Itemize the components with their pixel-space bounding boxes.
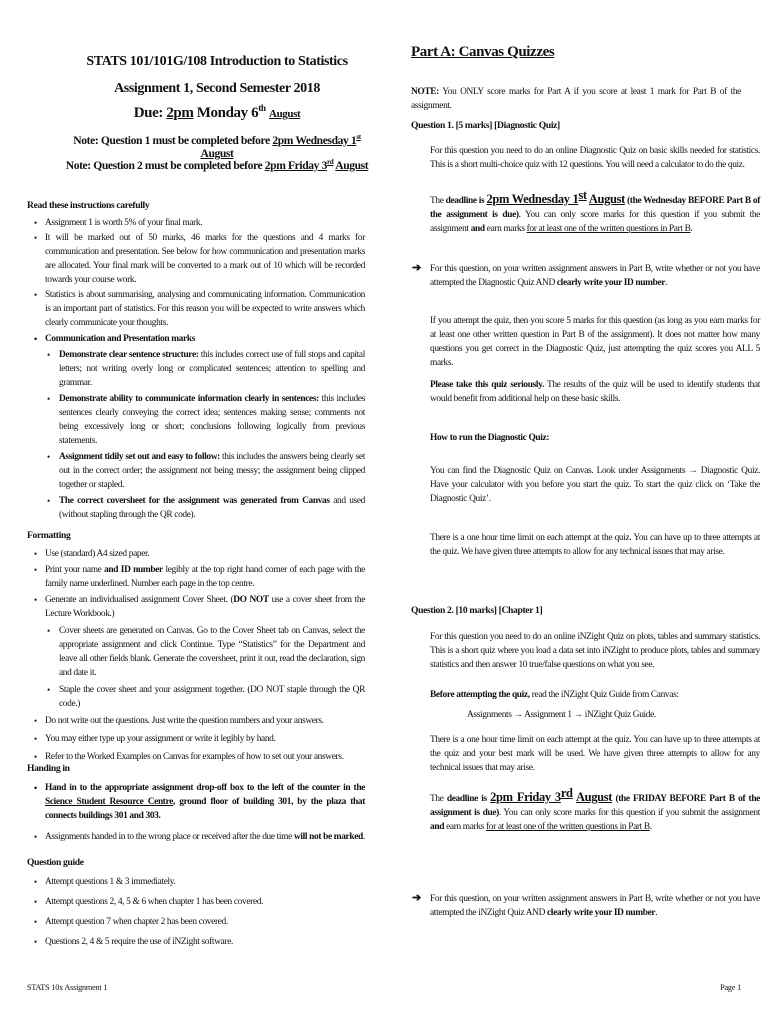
q1-deadline: The deadline is 2pm Wednesday 1st August (the Wednesday BEFORE Part B of the assignment is due). You can only score marks for this question if you submit the assignment and earn marks for at least one of the written questions in Part B.: [430, 187, 760, 234]
question-2-heading: Question 2. [10 marks] [Chapter 1]: [411, 605, 543, 616]
q1-seriously: Please take this quiz seriously. The results of the quiz will be used to identify students that would benefit from additional help on these basic skills.: [430, 380, 761, 404]
q1-scoring: If you attempt the quiz, then you score 5 marks for this question (as long as you earn marks for at least one other written question in Part B of the assignment). It does not matter how many questions you get correct in the Diagnostic Quiz, just attempting the quiz scores you ALL 5 marks.: [430, 316, 760, 368]
list-item: • Refer to the Worked Examples on Canvas for examples of how to set out your answers.: [27, 750, 365, 764]
list-item: • Use (standard) A4 sized paper.: [27, 547, 365, 561]
section-heading: Read these instructions carefully: [27, 200, 150, 211]
note-question-1: Note: Question 1 must be completed before 2pm Wednesday 1st August: [73, 133, 361, 160]
list-item: • Assignment 1 is worth 5% of your final mark.: [27, 216, 365, 230]
list-item: • Demonstrate ability to communicate information clearly in sentences: this includes sentences clearly conveying the correct idea; sentences making sense; comments not being excessively long or short; conclusions following logically from previous statements.: [27, 392, 365, 448]
q1-how-to-run: How to run the Diagnostic Quiz:: [430, 433, 550, 443]
note-question-2: Note: Question 2 must be completed before 2pm Friday 3rd August: [65, 158, 369, 172]
q2-guide-path: Assignments → Assignment 1 → iNZight Quiz Guide.: [467, 710, 656, 720]
arrow-icon: ➔: [412, 892, 421, 904]
instructions-section: [27, 199, 365, 522]
q2-intro: For this question you need to do an online iNZight Quiz on plots, tables and summary statistics. This is a short quiz where you load a data set into iNZight to produce plots, tables and summary statistics and then answer 10 true/false questions on what you see.: [430, 632, 760, 670]
list-item: • Attempt questions 2, 4, 5 & 6 when chapter 1 has been covered.: [27, 895, 365, 909]
formatting-section: [27, 529, 365, 764]
list-item: • The correct coversheet for the assignment was generated from Canvas and used (without stapling through the QR code).: [27, 494, 365, 522]
assignment-title: Assignment 1, Second Semester 2018: [114, 81, 320, 96]
list-item: • Communication and Presentation marks: [27, 332, 365, 346]
q1-find-quiz: You can find the Diagnostic Quiz on Canvas. Look under Assignments → Diagnostic Quiz. Have your calculator with you before you start the quiz. To start the quiz click on ‘Take the Diagnostic Quiz’.: [430, 466, 760, 504]
part-a-note: NOTE: You ONLY score marks for Part A if you score at least 1 mark for Part B of the assignment.: [411, 87, 741, 111]
q2-deadline: The deadline is 2pm Friday 3rd August (the FRIDAY BEFORE Part B of the assignment is due). You can only score marks for this question if you submit the assignment and earn marks for at least one of the written questions in Part B.: [430, 785, 760, 832]
list-item: • You may either type up your assignment or write it legibly by hand.: [27, 732, 365, 746]
list-item: • Attempt questions 1 & 3 immediately.: [27, 875, 365, 889]
list-item: • Statistics is about summarising, analysing and communicating information. Communication is an important part of statistics. For this reason you will be expected to write answers which clearly communicate your thoughts.: [27, 288, 365, 330]
due-date: Due: 2pm Monday 6th August: [133, 104, 301, 121]
section-heading: Question guide: [27, 857, 84, 868]
course-title: STATS 101/101G/108 Introduction to Statistics: [86, 54, 348, 69]
q2-time-limit: There is a one hour time limit on each attempt at the quiz. You can have up to three attempts at the quiz and your best mark will be used. We have given three attempts to allow for any technical issues that may arise.: [430, 735, 760, 773]
list-item: • Staple the cover sheet and your assignment together. (DO NOT staple through the QR code.): [27, 683, 365, 711]
section-heading: Formatting: [27, 530, 71, 541]
footer-page-number: Page 1: [720, 983, 741, 992]
section-heading: Handing in: [27, 763, 70, 774]
list-item: • Assignment tidily set out and easy to follow: this includes the answers being clearly set out in the correct order; the assignment not being messy; the assignment being clipped together or stapled.: [27, 450, 365, 492]
list-item: • Do not write out the questions. Just write the question numbers and your answers.: [27, 714, 365, 728]
list-item: • It will be marked out of 50 marks, 46 marks for the questions and 4 marks for communication and presentation. See below for how communication and presentation marks are allocated. Your final mark will be converted to a mark out of 10 which will be recorded towards your course work.: [27, 231, 365, 287]
list-item: • Print your name and ID number legibly at the top right hand corner of each page with the family name underlined. Number each page in the top centre.: [27, 563, 365, 591]
right-column: [411, 0, 761, 918]
q1-id-instruction: ➔ For this question, on your written assignment answers in Part B, write whether or not you have attempted the Diagnostic Quiz AND clearly write your ID number.: [412, 262, 760, 288]
list-item: • Demonstrate clear sentence structure: this includes correct use of full stops and capital letters; not writing overly long or complicated sentences; attention to spelling and grammar.: [27, 348, 365, 390]
list-item: • Hand in to the appropriate assignment drop-off box to the left of the counter in the Science Student Resource Centre, ground floor of building 301, by the plaza that connects buildings 301 and 303.: [27, 781, 365, 823]
question-1-heading: Question 1. [5 marks] [Diagnostic Quiz]: [411, 120, 560, 131]
q1-intro: For this question you need to do an online Diagnostic Quiz on basic skills needed for statistics. This is a short multi-choice quiz with 12 questions. You will need a calculator to do the quiz.: [430, 146, 760, 170]
handing-in-section: [27, 762, 365, 844]
list-item: • Attempt question 7 when chapter 2 has been covered.: [27, 915, 365, 929]
list-item: • Cover sheets are generated on Canvas. Go to the Cover Sheet tab on Canvas, select the appropriate assignment and click Continue. Type “Statistics” for the Department and leave all other fields blank. Generate the coversheet, print it out, read the declaration, sign and date it.: [27, 624, 365, 680]
q1-time-limit: There is a one hour time limit on each attempt at the quiz. You can have up to three attempts at the quiz. We have given three attempts to allow for any technical issues that may arise.: [430, 533, 760, 557]
q2-before-attempting: Before attempting the quiz, read the iNZight Quiz Guide from Canvas:: [430, 690, 679, 700]
list-item: • Generate an individualised assignment Cover Sheet. (DO NOT use a cover sheet from the Lecture Workbook.): [27, 593, 365, 621]
question-guide-section: [27, 856, 365, 949]
list-item: • Questions 2, 4 & 5 require the use of iNZight software.: [27, 935, 365, 949]
arrow-icon: ➔: [412, 262, 421, 274]
footer-course-label: STATS 10x Assignment 1: [27, 983, 108, 992]
part-a-title: Part A: Canvas Quizzes: [411, 44, 555, 60]
list-item: • Assignments handed in to the wrong place or received after the due time will not be marked.: [27, 830, 365, 844]
q2-id-instruction: ➔ For this question, on your written assignment answers in Part B, write whether or not you have attempted the iNZight Quiz AND clearly write your ID number.: [412, 892, 760, 918]
